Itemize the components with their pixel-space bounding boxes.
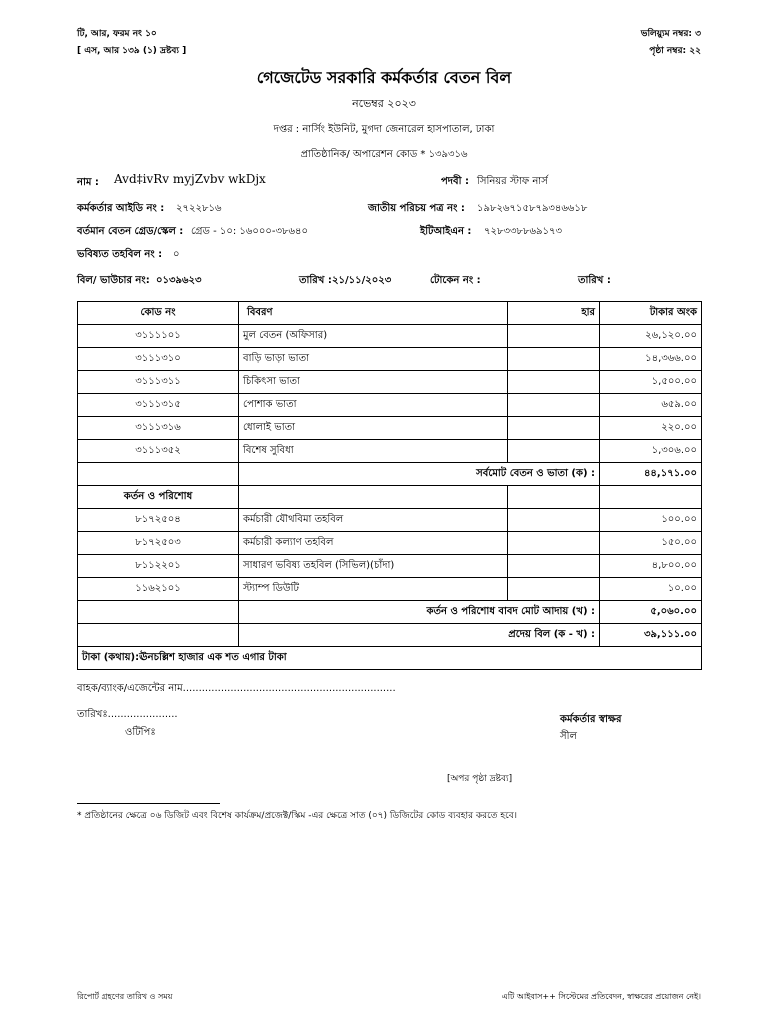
row-desc: কর্মচারী যৌথবিমা তহবিল	[239, 509, 508, 532]
nid-value: ১৯৮২৬৭১৫৮৭৯৩৪৬৬১৮	[477, 203, 588, 214]
row-code: ৩১১১৩১৫	[78, 394, 239, 417]
earnings-total-row	[78, 463, 702, 486]
col-desc-header: বিবরণ	[239, 302, 508, 325]
date-value: ২১/১১/২০২৩	[332, 275, 392, 286]
designation-label: পদবী :	[441, 176, 469, 187]
table-row	[78, 417, 702, 440]
footnote-divider	[77, 803, 220, 804]
col-rate-header: হার	[508, 302, 600, 325]
row-amount: ১৪,৩৬৬.০০	[600, 348, 702, 371]
table-row	[78, 578, 702, 601]
deductions-total-row	[78, 601, 702, 624]
row-desc: সাধারণ ভবিষ্য তহবিল (সিভিল)(চাঁদা)	[239, 555, 508, 578]
officer-id-value: ২৭২২৮১৬	[176, 203, 222, 214]
row-desc: বিশেষ সুবিধা	[239, 440, 508, 463]
row-rate	[508, 417, 600, 440]
net-total-label: প্রদেয় বিল (ক - খ) :	[239, 624, 600, 647]
bill-month: নভেম্বর ২০২৩	[352, 97, 416, 110]
row-desc: পোশাক ভাতা	[239, 394, 508, 417]
table-row	[78, 325, 702, 348]
row-desc: স্ট্যাম্প ডিউটি	[239, 578, 508, 601]
amount-in-words: টাকা (কথায়):ঊনচল্লিশ হাজার এক শত এগার টাকা	[78, 647, 702, 670]
bill-title: গেজেটেড সরকারি কর্মকর্তার বেতন বিল	[256, 68, 512, 87]
token-label: টোকেন নং :	[430, 275, 481, 286]
officer-name: Avd‡ivRv myjZvbv wkDjx	[114, 172, 266, 186]
deductions-total-value: ৫,০৬০.০০	[600, 601, 702, 624]
rule-reference: [ এস, আর ১৩৯ (১) দ্রষ্টব্য ]	[77, 46, 187, 56]
net-total-value: ৩৯,১১১.০০	[600, 624, 702, 647]
voucher-label: বিল/ ভাউচার নং:	[77, 275, 150, 286]
row-code: ৮১৭২৫০৩	[78, 532, 239, 555]
table-row	[78, 348, 702, 371]
row-amount: ১৫০.০০	[600, 532, 702, 555]
name-label: নাম :	[77, 177, 99, 188]
row-code: ৩১১১৩৫২	[78, 440, 239, 463]
tin-value: ৭২৮৩৩৮৮৬৯১৭৩	[484, 226, 562, 237]
row-rate	[508, 394, 600, 417]
row-rate	[508, 325, 600, 348]
row-code: ১১৬২১০১	[78, 578, 239, 601]
table-row	[78, 440, 702, 463]
row-amount: ১০.০০	[600, 578, 702, 601]
table-row	[78, 509, 702, 532]
row-code: ৮১৭২৫০৪	[78, 509, 239, 532]
col-amount-header: টাকার অংক	[600, 302, 702, 325]
office-name: দপ্তর : নার্সিং ইউনিট, মুগদা জেনারেল হাসপাতাল, ঢাকা	[273, 124, 495, 135]
row-desc: মুল বেতন (অফিসার)	[239, 325, 508, 348]
row-rate	[508, 371, 600, 394]
deductions-total-label: কর্তন ও পরিশোধ বাবদ মোট আদায় (খ) :	[239, 601, 600, 624]
provident-fund-value: ০	[173, 249, 180, 260]
signature-label: কর্মকর্তার স্বাক্ষর	[560, 714, 622, 725]
in-words-row	[78, 647, 702, 670]
row-amount: ৬৫৯.০০	[600, 394, 702, 417]
row-code: ৩১১১৩১০	[78, 348, 239, 371]
col-code-header: কোড নং	[78, 302, 239, 325]
row-amount: ১,৫০০.০০	[600, 371, 702, 394]
pay-scale-value: গ্রেড - ১০: ১৬০০০-৩৮৬৪০	[191, 226, 309, 237]
row-amount: ২২০.০০	[600, 417, 702, 440]
row-amount: ৪,৮০০.০০	[600, 555, 702, 578]
officer-id-label: কর্মকর্তার আইডি নং :	[77, 203, 165, 214]
designation-value: সিনিয়র স্টাফ নার্স	[477, 176, 548, 187]
system-note: এটি আইবাস++ সিস্টেমের প্রতিবেদন, স্বাক্ষরের প্রয়োজন নেই।	[501, 992, 701, 1001]
report-time: রিপোর্ট গ্রহণের তারিখ ও সময়	[77, 992, 173, 1001]
row-amount: ১,৩০৬.০০	[600, 440, 702, 463]
row-desc: ধোলাই ভাতা	[239, 417, 508, 440]
row-desc: চিকিৎসা ভাতা	[239, 371, 508, 394]
table-row	[78, 532, 702, 555]
date2-label: তারিখ :	[578, 275, 611, 286]
date-line: তারিখঃ......................	[77, 709, 178, 720]
voucher-value: ০১৩৯৬২৩	[156, 275, 202, 286]
bill-table	[77, 301, 702, 670]
table-row	[78, 371, 702, 394]
pay-scale-label: বর্তমান বেতন গ্রেড/স্কেল :	[77, 226, 184, 237]
footnote: * প্রতিষ্ঠানের ক্ষেত্রে ০৬ ডিজিট এবং বিশেষ কার্যক্রম/প্রজেক্ট/স্কিম -এর ক্ষেত্রে সাত (০৭) ডিজিটের কোড ব্যবহার করতে হবে।	[77, 811, 517, 821]
seal-label: সীল	[560, 731, 577, 742]
volume-number: ভলিয়্যুম নম্বর: ৩	[640, 29, 701, 39]
row-rate	[508, 509, 600, 532]
row-rate	[508, 578, 600, 601]
row-rate	[508, 440, 600, 463]
table-row	[78, 394, 702, 417]
row-code: ৮১১২২০১	[78, 555, 239, 578]
table-row	[78, 555, 702, 578]
row-rate	[508, 555, 600, 578]
otp-label: ওটিপিঃ	[125, 727, 156, 738]
date-label: তারিখ :	[299, 275, 332, 286]
deductions-heading-row	[78, 486, 702, 509]
overleaf-note: [অপর পৃষ্ঠা দ্রষ্টব্য]	[447, 774, 513, 784]
tin-label: ইটিআইএন :	[420, 226, 472, 237]
provident-fund-label: ভবিষ্যত তহবিল নং :	[77, 249, 163, 260]
table-header-row	[78, 302, 702, 325]
row-desc: কর্মচারী কল্যাণ তহবিল	[239, 532, 508, 555]
nid-label: জাতীয় পরিচয় পত্র নং :	[368, 203, 465, 214]
row-code: ৩১১১৩১১	[78, 371, 239, 394]
row-code: ৩১১১১০১	[78, 325, 239, 348]
row-amount: ১০০.০০	[600, 509, 702, 532]
institution-code: প্রাতিষ্ঠানিক/ অপারেশন কোড * ১৩৯৩১৬	[300, 149, 468, 160]
net-total-row	[78, 624, 702, 647]
row-amount: ২৬,১২০.০০	[600, 325, 702, 348]
row-rate	[508, 348, 600, 371]
bearer-line: বাহক/ব্যাংক/এজেন্টের নাম...................................................................	[77, 683, 396, 694]
deductions-heading: কর্তন ও পরিশোধ	[78, 486, 239, 509]
earnings-total-label: সর্বমোট বেতন ও ভাতা (ক) :	[239, 463, 600, 486]
row-rate	[508, 532, 600, 555]
row-desc: বাড়ি ভাড়া ভাতা	[239, 348, 508, 371]
row-code: ৩১১১৩১৬	[78, 417, 239, 440]
earnings-total-value: ৪৪,১৭১.০০	[600, 463, 702, 486]
page-number: পৃষ্ঠা নম্বর: ২২	[649, 46, 701, 56]
form-number: টি, আর, ফরম নং ১০	[77, 29, 157, 39]
